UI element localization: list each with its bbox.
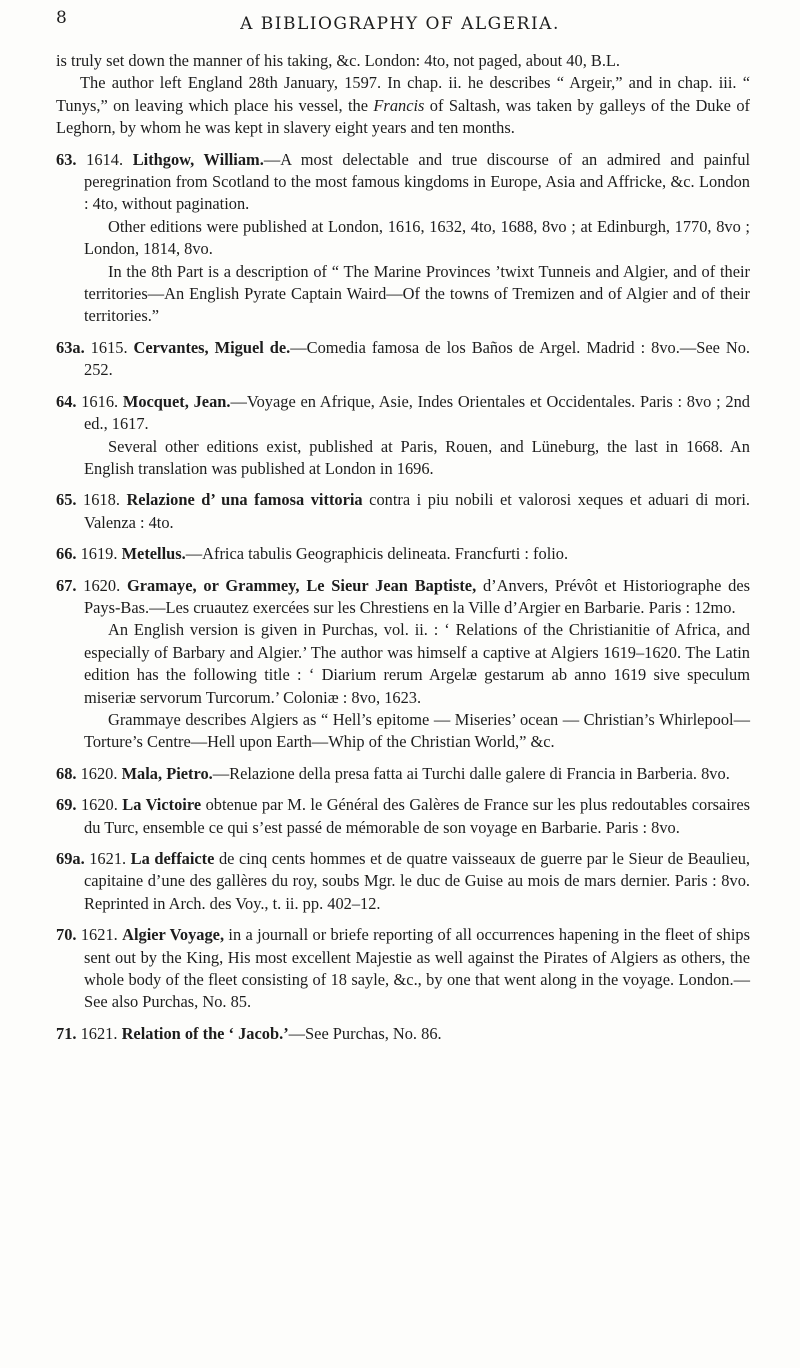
entry-heading bbox=[56, 794, 750, 839]
entry-author: Mocquet, Jean. bbox=[122, 391, 231, 411]
entry-number: 71. bbox=[56, 1023, 81, 1043]
bibliography-entry bbox=[56, 391, 750, 481]
entry-year: 1621. bbox=[80, 925, 123, 945]
entry-heading bbox=[56, 1023, 750, 1045]
entry-author: La deffaicte bbox=[130, 849, 215, 868]
entry-number: 63a. bbox=[56, 337, 91, 357]
entry-year: 1618. bbox=[83, 490, 127, 510]
entry-year: 1621. bbox=[89, 849, 131, 868]
entry-number: 63. bbox=[56, 149, 87, 169]
entry-year: 1616. bbox=[81, 391, 123, 411]
page-body bbox=[56, 50, 750, 1054]
entry-title: —Comedia famosa de los Baños de Argel. Madrid : 8vo.—See No. 252. bbox=[84, 337, 750, 380]
entry-heading bbox=[56, 391, 750, 436]
entry-title: —Voyage en Afrique, Asie, Indes Orientales et Occidentales. Paris : 8vo ; 2nd ed., 1617. bbox=[84, 391, 750, 434]
entry-note: Several other editions exist, published at Paris, Rouen, and Lüneburg, the last in 1668. An English translation was published at London in 1696. bbox=[84, 436, 750, 478]
bibliography-entry bbox=[56, 763, 750, 785]
entry-heading bbox=[56, 924, 750, 1014]
bibliography-entry bbox=[56, 489, 750, 534]
ship-name: Francis bbox=[373, 95, 425, 115]
entry-year: 1620. bbox=[80, 795, 123, 815]
entry-author: La Victoire bbox=[122, 795, 202, 815]
entry-note: Other editions were published at London, 1616, 1632, 4to, 1688, 8vo ; at Edinburgh, 1770, 8vo ; London, 1814, 8vo. bbox=[84, 216, 750, 259]
entry-title: —A most delectable and true discourse of an admired and painful peregrination from Scotland to the most famous kingdoms in Europe, Asia and Affricke, &c. London : 4to, without pagination. bbox=[84, 149, 750, 214]
entry-title: —Africa tabulis Geographicis delineata. Francfurti : folio. bbox=[185, 544, 569, 564]
bibliography-entry bbox=[56, 848, 750, 915]
entry-author: Cervantes, Miguel de. bbox=[133, 337, 291, 357]
entry-title: in a journall or briefe reporting of all occurrences hapening in the fleet of ships sent out by the King, His most excellent Majestie as well against the Pirates of Algiers as others, the whole body of the fleet consisting of 18 sayle, &c., by one that went along in the voyage. London.—See also Purchas, No. 85. bbox=[84, 925, 751, 1012]
continued-text: is truly set down the manner of his taking, &c. London: 4to, not paged, about 40, B.L. bbox=[56, 51, 621, 70]
entry-title: contra i piu nobili et valorosi xeques et aduari di mori. Valenza : 4to. bbox=[84, 490, 750, 532]
entry-heading bbox=[56, 543, 750, 565]
entry-heading bbox=[56, 149, 750, 216]
entry-year: 1620. bbox=[83, 575, 127, 595]
entry-title: —See Purchas, No. 86. bbox=[288, 1023, 442, 1043]
entry-title: de cinq cents hommes et de quatre vaisseaux de guerre par le Sieur de Beaulieu, capitaine d’une des gallères du roy, soubs Mgr. le duc de Guise au mois de mars dernier. Paris : 8vo. Reprinted in Arch. des Voy., t. ii. pp. 402–12. bbox=[84, 849, 751, 913]
note-text: of Saltash, was taken by galleys of the Duke of Leghorn, by whom he was kept in slavery eight years and ten months. bbox=[56, 95, 750, 138]
entry-year: 1621. bbox=[80, 1023, 122, 1043]
bibliography-entry bbox=[56, 924, 750, 1014]
note-text: The author left England 28th January, 1597. In chap. ii. he describes “ Argeir,” and in chap. iii. “ Tunys,” on leaving which place his vessel, the bbox=[56, 73, 750, 115]
entry-author: Mala, Pietro. bbox=[121, 763, 213, 783]
entry-heading bbox=[56, 575, 750, 620]
entry-author: Gramaye, or Grammey, Le Sieur Jean Baptiste, bbox=[126, 575, 477, 595]
entry-number: 69. bbox=[56, 795, 81, 815]
entry-number: 64. bbox=[56, 391, 82, 411]
continued-entry bbox=[56, 50, 750, 140]
entry-note: Grammaye describes Algiers as “ Hell’s epitome — Miseries’ ocean — Christian’s Whirlepool—Torture’s Centre—Hell upon Earth—Whip of the Christian World,” &c. bbox=[84, 709, 750, 752]
running-head: A BIBLIOGRAPHY OF ALGERIA. bbox=[240, 14, 560, 34]
bibliography-entry bbox=[56, 1023, 750, 1045]
entry-number: 70. bbox=[56, 925, 81, 945]
entry-number: 67. bbox=[56, 575, 84, 595]
entry-title: —Relazione della presa fatta ai Turchi dalle galere di Francia in Barberia. 8vo. bbox=[212, 763, 730, 783]
entry-year: 1615. bbox=[90, 337, 134, 357]
entry-heading bbox=[56, 489, 750, 534]
entry-author: Relazione d’ una famosa vittoria bbox=[126, 490, 363, 510]
bibliography-entry bbox=[56, 337, 750, 382]
bibliography-entry bbox=[56, 794, 750, 839]
continued-note bbox=[56, 72, 750, 139]
entry-note: In the 8th Part is a description of “ The Marine Provinces ’twixt Tunneis and Algier, and of their territories—An English Pyrate Captain Waird—Of the towns of Tremizen and of Algier and of their territories.” bbox=[84, 261, 750, 326]
entry-year: 1619. bbox=[80, 544, 122, 564]
entry-number: 69a. bbox=[56, 849, 90, 868]
entry-author: Metellus. bbox=[121, 544, 186, 564]
entry-number: 66. bbox=[56, 544, 81, 564]
page-number: 8 bbox=[56, 8, 67, 28]
entry-title: obtenue par M. le Général des Galères de France sur les plus redoutables corsaires du Turc, ensemble ce qui s’est passé de mémorable de son voyage en Barbarie. Paris : 8vo. bbox=[84, 795, 750, 837]
bibliography-entry bbox=[56, 149, 750, 328]
entry-title: d’Anvers, Prévôt et Historiographe des Pays-Bas.—Les cruautez exercées sur les Chrestiens en la Ville d’Argier en Barbarie. Paris : 12mo. bbox=[84, 575, 750, 617]
entry-note: An English version is given in Purchas, vol. ii. : ‘ Relations of the Christianitie of Africa, and especially of Barbary and Algier.’ The author was himself a captive at Algiers 1619–1620. The Latin edition has the following title : ‘ Diarium rerum Argelæ gestarum ab anno 1619 sive speculum miseriæ servorum Turcorum.’ Coloniæ : 8vo, 1623. bbox=[84, 620, 750, 707]
entry-heading bbox=[56, 763, 750, 785]
entry-number: 68. bbox=[56, 763, 81, 783]
entry-heading bbox=[56, 848, 750, 915]
entry-heading bbox=[56, 337, 750, 382]
bibliography-entry bbox=[56, 575, 750, 754]
entry-year: 1620. bbox=[80, 763, 122, 783]
entry-author: Relation of the ‘ Jacob.’ bbox=[121, 1023, 289, 1043]
entry-year: 1614. bbox=[86, 149, 133, 169]
entry-number: 65. bbox=[56, 490, 84, 510]
entry-author: Algier Voyage, bbox=[122, 925, 225, 945]
bibliography-entry bbox=[56, 543, 750, 565]
entry-author: Lithgow, William. bbox=[132, 149, 264, 169]
entry-list bbox=[56, 149, 750, 1046]
